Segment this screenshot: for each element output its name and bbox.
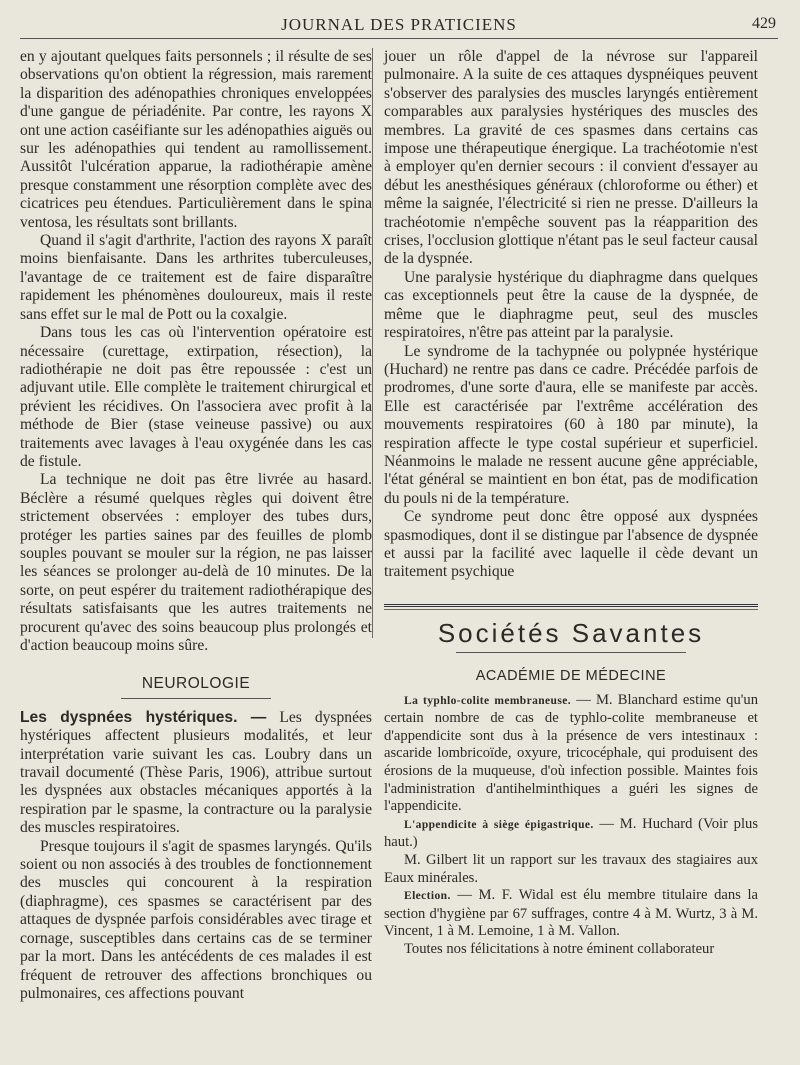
paragraph: Quand il s'agit d'arthrite, l'action des rayons X paraît moins bienfaisante. Dans les arthrites tuberculeuses, l'avantage de ce traitement est de faire disparaître rapidement les phénomènes douloureux, mais il reste sans effet sur le mal de Pott ou la coxalgie. xyxy=(20,232,372,323)
column-divider xyxy=(372,48,373,638)
running-header xyxy=(20,12,778,39)
double-rule xyxy=(384,604,758,607)
paragraph: Ce syndrome peut donc être opposé aux dyspnées spasmodiques, dont il se distingue par l'absence de dyspnée et aussi par la facilité avec laquelle il cède devant un traitement psychique xyxy=(384,508,758,581)
page-number: 429 xyxy=(752,15,776,32)
paragraph: Une paralysie hystérique du diaphragme dans quelques cas exceptionnels peut être la cause de la dyspnée, de même que le diaphragme peut, seul des muscles respiratoires, n'être pas atteint par la paralysie. xyxy=(384,268,758,342)
rule xyxy=(384,609,758,610)
item-text: Toutes nos félicitations à notre éminent collaborateur xyxy=(404,940,715,957)
journal-title: JOURNAL DES PRATICIENS xyxy=(281,15,517,34)
section-title: NEUROLOGIE xyxy=(141,675,251,693)
article-heading: Les dyspnées hystériques. — xyxy=(20,708,267,726)
paragraph: jouer un rôle d'appel de la névrose sur l'appareil pulmonaire. A la suite de ces attaques dyspnéiques peuvent s'observer des paralysies des muscles laryngés entièrement comparables aux paralysies hystériques des muscles des membres. La gravité de ces spasmes dans certains cas impose une thérapeutique énergique. La trachéotomie n'est à employer qu'en dernier secours : il convient d'essayer au début les anesthésiques généraux (chloroforme ou éther) et même la saignée, l'électricité si rien ne presse. D'ailleurs la trachéotomie n'empêche souvent pas la réapparition des crises, l'occlusion glottique n'étant pas le seul facteur causal de la dyspnée. xyxy=(384,48,758,268)
item-heading: Election. xyxy=(404,890,451,903)
item-text: M. Gilbert lit un rapport sur les travaux des stagiaires aux Eaux minérales. xyxy=(384,851,758,886)
paragraph: La technique ne doit pas être livrée au hasard. Béclère a résumé quelques règles qui doivent être strictement observées : employer des tubes durs, protéger les parties saines par des feuilles de plomb souples pouvant se mouler sur la région, ne pas laisser les séances se prolonger au-delà de 10 minutes. De la sorte, on peut espérer du traitement radiothérapique des résultats satisfaisants que les autres traitements ne procurent qu'avec des soins beaucoup plus prolongés et d'action beaucoup moins sûre. xyxy=(20,471,372,654)
left-column xyxy=(20,48,372,1003)
list-item xyxy=(384,941,758,959)
article-text: Les dyspnées hystériques affectent plusieurs modalités, et leur interprétation varie suivant les cas. Loubry dans un travail documenté (Thèse Paris, 1906), attribue surtout les dyspnées aux obstacles mécaniques apportés à la respiration par le spasme, la contracture ou la paralysie des muscles respiratoires. xyxy=(20,708,372,837)
title-rule xyxy=(456,652,686,653)
academie-title: ACADÉMIE DE MÉDECINE xyxy=(475,668,667,685)
paragraph: Le syndrome de la tachypnée ou polypnée hystérique (Huchard) ne rentre pas dans ce cadre. Précédée parfois de prodromes, d'une sorte d'aura, elle se manifeste par accès. Elle est caractérisée par l'extrême accélération des mouvements respiratoires (60 à 180 par minute), la respiration affecte le type costal supérieur et superficiel. Néanmoins le malade ne ressent aucune gêne appréciable, l'état général se maintient en bon état, pas de modification du pouls ni de la température. xyxy=(384,342,758,507)
section-rule xyxy=(121,698,271,699)
item-text: — M. Blanchard estime qu'un certain nombre de cas de typhlo-colite membraneuse et d'appendicite sont dus à la présence de vers intestinaux : ascaride lombricoïde, oxyure, tricocéphale, qui produisent des érosions de la muqueuse, d'où infection possible. Maintes fois l'administration d'antihelminthiques a guéri les signes de l'appendicite. xyxy=(384,691,758,815)
list-item xyxy=(384,692,758,816)
item-text: — M. Huchard (Voir plus haut.) xyxy=(384,815,758,851)
right-column xyxy=(384,48,758,959)
article-first-paragraph xyxy=(20,709,372,838)
item-text: — M. F. Widal est élu membre titulaire dans la section d'hygiène par 67 suffrages, contre 4 à M. Wurtz, 3 à M. Vincent, 1 à M. Lemoine, 1 à M. Vallon. xyxy=(384,887,758,940)
academie-items xyxy=(384,692,758,959)
list-item xyxy=(384,816,758,852)
item-heading: L'appendicite à siège épigastrique. xyxy=(404,818,594,831)
societes-savantes-title: Sociétés Savantes xyxy=(437,617,705,648)
paragraph: en y ajoutant quelques faits personnels ; il résulte de ses observations qu'on obtient la régression, mais rarement la disparition des adénopathies chroniques enveloppées d'une gangue de périadénite. Par contre, les rayons X ont une action caséifiante sur les adénopathies aiguës ou sur les adénopathies qui tendent au ramollissement. Aussitôt l'ulcération apparue, la radiothérapie amène presque constamment une résorption complète avec des cicatrices peu étendues. Particulièrement dans le spina ventosa, les résultats sont brillants. xyxy=(20,48,372,231)
item-heading: La typhlo-colite membraneuse. xyxy=(404,694,572,707)
paragraph: Presque toujours il s'agit de spasmes laryngés. Qu'ils soient ou non associés à des troubles de fonctionnement des muscles qui concourent à la respiration (diaphragme), ces spasmes se caractérisent par des attaques de dyspnée parfois considérables avec tirage et cornage, susceptibles dans certains cas de se terminer par la mort. Dans les antécédents de ces malades il est fréquent de retrouver des affections bronchiques ou pulmonaires, ces affections pouvant xyxy=(20,837,372,1002)
paragraph: Dans tous les cas où l'intervention opératoire est nécessaire (curettage, extirpation, résection), la radiothérapie ne doit pas être repoussée : c'est un adjuvant utile. Elle complète le traitement chirurgical et prévient les récidives. On l'associera avec profit à la méthode de Bier (stase veineuse passive) ou aux traitements avec lavages à l'eau oxygénée dans les cas de fistule. xyxy=(20,324,372,470)
list-item xyxy=(384,852,758,887)
list-item xyxy=(384,887,758,941)
